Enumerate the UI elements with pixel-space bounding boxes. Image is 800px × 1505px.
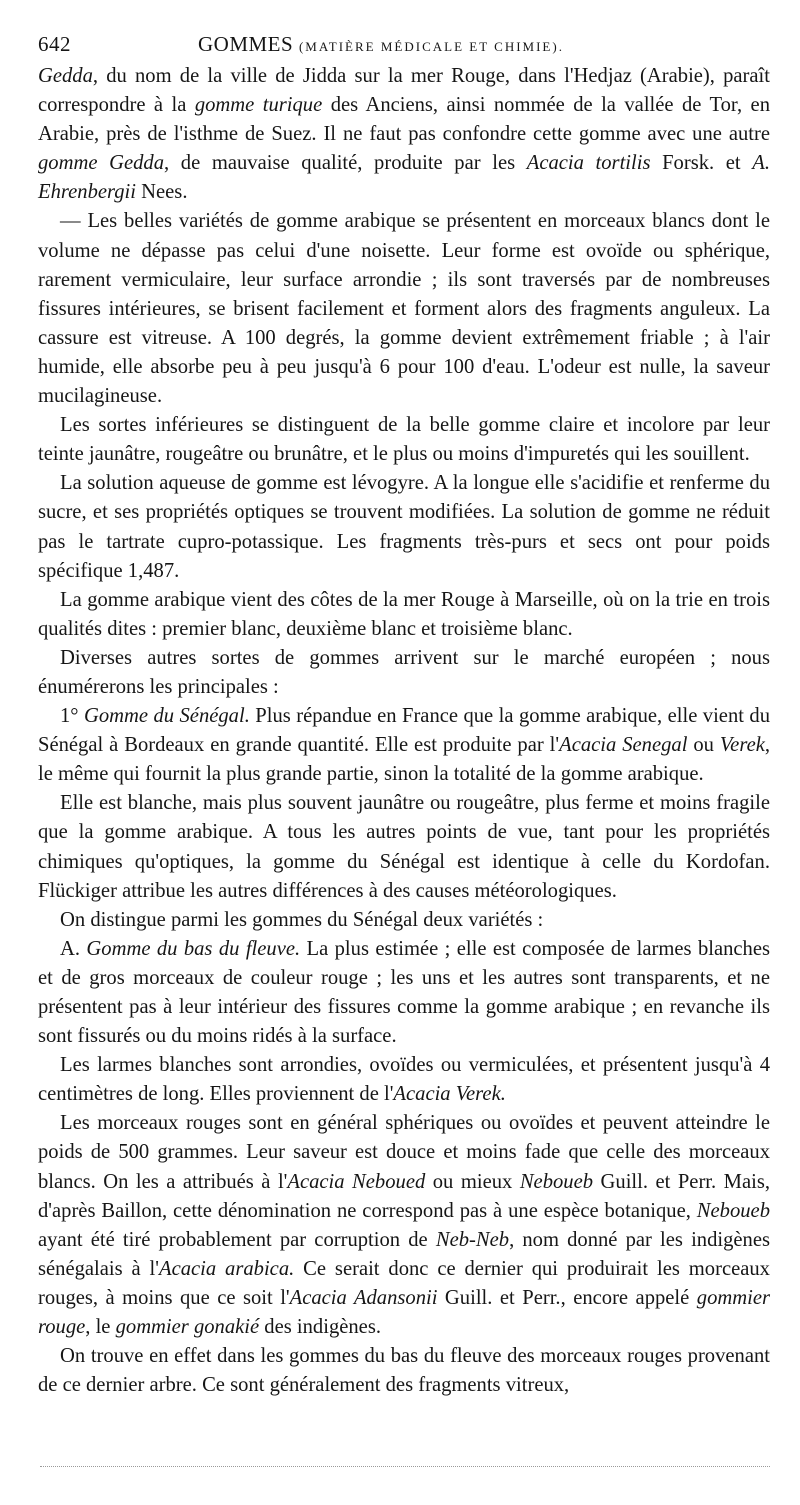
text-run: La gomme arabique vient des côtes de la mer Rouge à Marseille, où on la trie en trois qualités dites : premier blanc, deuxième blanc et troisième blanc. [38, 588, 770, 640]
text-run: — Les belles variétés de gomme arabique se présentent en morceaux blancs dont le volume ne dépasse pas celui d'une noisette. Leur forme est ovoïde ou sphérique, rarement vermiculaire, leur surface arrondie ; ils sont traversés par de nombreuses fissures intérieures, se brisent facilement et forment alors des fragments anguleux. La cassure est vitreuse. A 100 degrés, la gomme devient extrêmement friable ; à l'air humide, elle absorbe peu à peu jusqu'à 6 pour 100 d'eau. L'odeur est nulle, la saveur mucilagineuse. [38, 210, 770, 408]
italic-text: Gomme du bas du fleuve. [86, 937, 301, 960]
italic-text: Gomme du Sénégal. [83, 705, 250, 728]
paragraph-p9 [38, 906, 770, 935]
text-run: La plus estimée ; elle est composée de larmes blanches et de gros morceaux de couleur rouge ; les uns et les autres sont transparents, et ne présentent pas à leur intérieur des fissures comme la gomme arabique ; en revanche ils sont fissurés ou du moins ridés à la surface. [38, 937, 771, 1048]
text-run: ou [687, 734, 720, 757]
footer-rule [40, 1466, 770, 1467]
running-head [198, 32, 564, 57]
text-run: Les sortes inférieures se distinguent de la belle gomme claire et incolore par leur teinte jaunâtre, rougeâtre ou brunâtre, et le plus ou moins d'impuretés qui les souillent. [38, 414, 770, 466]
italic-text: Acacia Neboued [287, 1170, 426, 1193]
text-run: ayant été tiré probablement par corruption de [38, 1228, 436, 1251]
paragraph-p11 [38, 1051, 770, 1109]
text-run: Plus répandue en France que la gomme arabique, elle vient du Sénégal à Bordeaux en grande quantité. Elle est produite par l' [38, 705, 770, 757]
italic-text: Gedda [38, 65, 93, 87]
italic-text: Neb-Neb [435, 1228, 510, 1251]
paragraph-p1 [38, 62, 770, 207]
italic-text: Verek [719, 734, 765, 757]
running-head-subtitle: (MATIÈRE MÉDICALE ET CHIMIE). [298, 39, 564, 54]
paragraph-p10 [38, 935, 770, 1051]
paragraph-p3 [38, 411, 770, 469]
text-run: des Anciens, ainsi nommée de la vallée de Tor, en Arabie, près de l'isthme de Suez. Il ne faut pas confondre cette gomme avec une autre [38, 94, 770, 146]
text-run: , nom donné par les indigènes sénégalais à l' [38, 1228, 770, 1280]
paragraph-p6 [38, 644, 770, 702]
italic-text: gommier rouge [38, 1286, 770, 1339]
text-run: Guill. et Perr., encore appelé [437, 1286, 697, 1309]
text-run: 1° [60, 705, 84, 728]
paragraph-p8 [38, 789, 770, 905]
body-text [38, 62, 770, 1400]
italic-text: Acacia arabica. [158, 1257, 295, 1280]
italic-text: Acacia Adansonii [289, 1286, 438, 1309]
text-run: , le [85, 1316, 116, 1339]
italic-text: Acacia Senegal [559, 734, 688, 757]
text-run: ou mieux [425, 1170, 520, 1193]
text-run: Forsk. et [650, 152, 753, 175]
running-head-title: GOMMES [198, 32, 294, 56]
text-run: Nees. [136, 181, 188, 204]
italic-text: A. Ehrenbergii [38, 152, 771, 204]
text-run: On trouve en effet dans les gommes du bas du fleuve des morceaux rouges provenant de ce dernier arbre. Ce sont généralement des fragments vitreux, [38, 1345, 770, 1397]
text-run: A. [60, 937, 87, 960]
text-run: Ce serait donc ce dernier qui produirait les morceaux rouges, à moins que ce soit l' [38, 1257, 770, 1309]
paragraph-p13 [38, 1342, 770, 1400]
paragraph-p12 [38, 1109, 770, 1342]
page-header [38, 28, 770, 62]
italic-text: gommier gonakié [115, 1316, 260, 1339]
book-page [38, 28, 770, 1400]
text-run: Guill. et Perr. Mais, d'après Baillon, cette dénomination ne correspond pas à une espèce botanique, [38, 1170, 770, 1222]
paragraph-p7 [38, 702, 770, 789]
text-run: , le même qui fournit la plus grande partie, sinon la totalité de la gomme arabique. [38, 734, 771, 786]
italic-text: Acacia tortilis [526, 152, 651, 175]
paragraph-p4 [38, 469, 770, 585]
text-run: Diverses autres sortes de gommes arrivent sur le marché européen ; nous énumérerons les principales : [38, 646, 770, 698]
italic-text: gomme Gedda [38, 152, 165, 175]
text-run: Les larmes blanches sont arrondies, ovoïdes ou vermiculées, et présentent jusqu'à 4 centimètres de long. Elles proviennent de l' [38, 1054, 770, 1106]
text-run: des indigènes. [259, 1316, 381, 1339]
italic-text: Neboueb [696, 1199, 770, 1222]
italic-text: gomme turique [194, 94, 323, 117]
paragraph-p2 [38, 207, 770, 411]
text-run: Les morceaux rouges sont en général sphériques ou ovoïdes et peuvent atteindre le poids de 500 grammes. Leur saveur est douce et moins fade que celle des morceaux blancs. On les a attribués à l' [38, 1112, 770, 1193]
text-run: , du nom de la ville de Jidda sur la mer Rouge, dans l'Hedjaz (Arabie), paraît correspondre à la [38, 65, 770, 117]
italic-text: Acacia Verek. [393, 1083, 506, 1106]
italic-text: Neboueb [519, 1170, 594, 1193]
text-run: On distingue parmi les gommes du Sénégal deux variétés : [60, 908, 544, 931]
text-run: , de mauvaise qualité, produite par les [164, 152, 527, 175]
text-run: Elle est blanche, mais plus souvent jaunâtre ou rougeâtre, plus ferme et moins fragile que la gomme arabique. A tous les autres points de vue, tant pour les propriétés chimiques qu'optiques, la gomme du Sénégal est identique à celle du Kordofan. Flückiger attribue les autres différences à des causes météorologiques. [38, 792, 770, 902]
text-run: La solution aqueuse de gomme est lévogyre. A la longue elle s'acidifie et renferme du sucre, et ses propriétés optiques se trouvent modifiées. La solution de gomme ne réduit pas le tartrate cupro-potassique. Les fragments très-purs et secs ont pour poids spécifique 1,487. [38, 472, 770, 582]
paragraph-p5 [38, 586, 770, 644]
page-number: 642 [38, 32, 71, 56]
